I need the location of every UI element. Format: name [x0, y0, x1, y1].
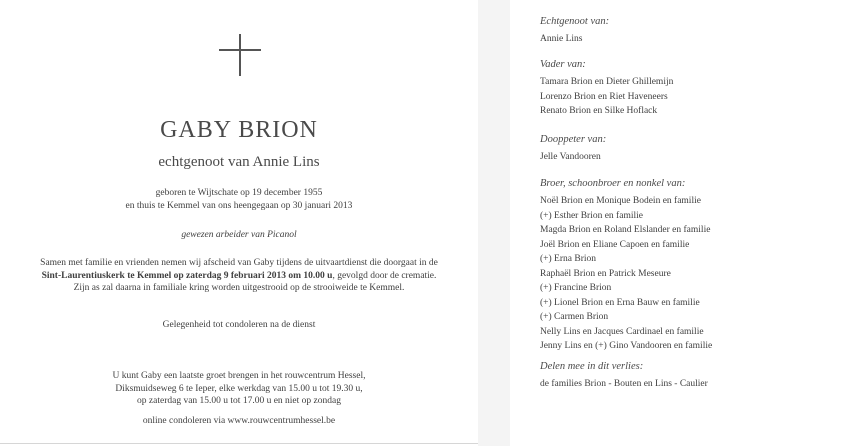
- relative-line: Raphaël Brion en Patrick Meseure: [540, 268, 671, 279]
- funeral-venue-date: Sint-Laurentiuskerk te Kemmel op zaterdag 9 februari 2013 om 10.00 u: [41, 270, 333, 281]
- funeral-line-1: Samen met familie en vrienden nemen wij afscheid van Gaby tijdens de uitvaartdienst die doorgaat in de: [40, 258, 438, 268]
- cross-icon: [219, 34, 261, 76]
- relative-line: Annie Lins: [540, 34, 583, 44]
- relative-line: (+) Erna Brion: [540, 254, 597, 264]
- section-share-loss: [540, 360, 850, 392]
- section-father: [540, 58, 850, 119]
- visitation-block: [0, 370, 478, 408]
- funeral-block: [0, 257, 478, 295]
- relative-line: Tamara Brion en Dieter Ghillemijn: [540, 77, 674, 87]
- funeral-line-2: [0, 270, 478, 283]
- section-heading: Vader van:: [540, 59, 586, 70]
- birth-death-block: [0, 187, 478, 212]
- section-heading: Broer, schoonbroer en nonkel van:: [540, 178, 686, 189]
- relative-line: Joël Brion en Eliane Capoen en familie: [540, 239, 690, 250]
- section-heading: Delen mee in dit verlies:: [540, 361, 644, 372]
- page-edge-line: [0, 443, 478, 444]
- funeral-line-2-rest: , gevolgd door de crematie.: [332, 270, 437, 281]
- section-heading: Echtgenoot van:: [540, 16, 610, 27]
- relative-line: (+) Esther Brion en familie: [540, 210, 643, 221]
- relative-line: de families Brion - Bouten en Lins - Caulier: [540, 379, 708, 389]
- section-spouse: [540, 15, 850, 47]
- deceased-name: GABY BRION: [160, 117, 318, 143]
- death-line: en thuis te Kemmel van ons heengegaan op 30 januari 2013: [125, 200, 353, 211]
- section-godfather: [540, 133, 850, 165]
- relative-line: Jelle Vandooren: [540, 152, 601, 162]
- relative-line: (+) Francine Brion: [540, 283, 612, 293]
- visit-line-2: Diksmuidseweg 6 te Ieper, elke werkdag van 15.00 u tot 19.30 u,: [115, 383, 363, 394]
- funeral-line-3: Zijn as zal daarna in familiale kring worden uitgestrooid op de strooiweide te Kemmel.: [73, 283, 405, 293]
- relative-line: Jenny Lins en (+) Gino Vandooren en familie: [540, 341, 713, 351]
- relative-line: Lorenzo Brion en Riet Haveneers: [540, 91, 668, 102]
- online-condolence-link: online condoleren via www.rouwcentrumhessel.be: [142, 416, 336, 426]
- relative-line: Nelly Lins en Jacques Cardinael en familie: [540, 326, 704, 337]
- page-gutter: [478, 0, 510, 446]
- section-heading: Dooppeter van:: [540, 134, 607, 145]
- section-siblings: [540, 177, 850, 354]
- spouse-subtitle: echtgenoot van Annie Lins: [158, 154, 320, 170]
- relative-line: Magda Brion en Roland Elslander en familie: [540, 225, 711, 235]
- right-page: [510, 0, 850, 446]
- relative-line: Renato Brion en Silke Hoflack: [540, 106, 658, 116]
- visit-line-3: op zaterdag van 15.00 u tot 17.00 u en niet op zondag: [137, 396, 341, 406]
- occupation: gewezen arbeider van Picanol: [181, 230, 297, 240]
- condolences-note: Gelegenheid tot condoleren na de dienst: [162, 320, 316, 330]
- birth-line: geboren te Wijtschate op 19 december 1955: [155, 188, 323, 198]
- visit-line-1: U kunt Gaby een laatste groet brengen in het rouwcentrum Hessel,: [112, 371, 366, 381]
- relative-line: (+) Lionel Brion en Erna Bauw en familie: [540, 297, 700, 308]
- relative-line: Noël Brion en Monique Bodein en familie: [540, 196, 701, 206]
- relative-line: (+) Carmen Brion: [540, 312, 609, 322]
